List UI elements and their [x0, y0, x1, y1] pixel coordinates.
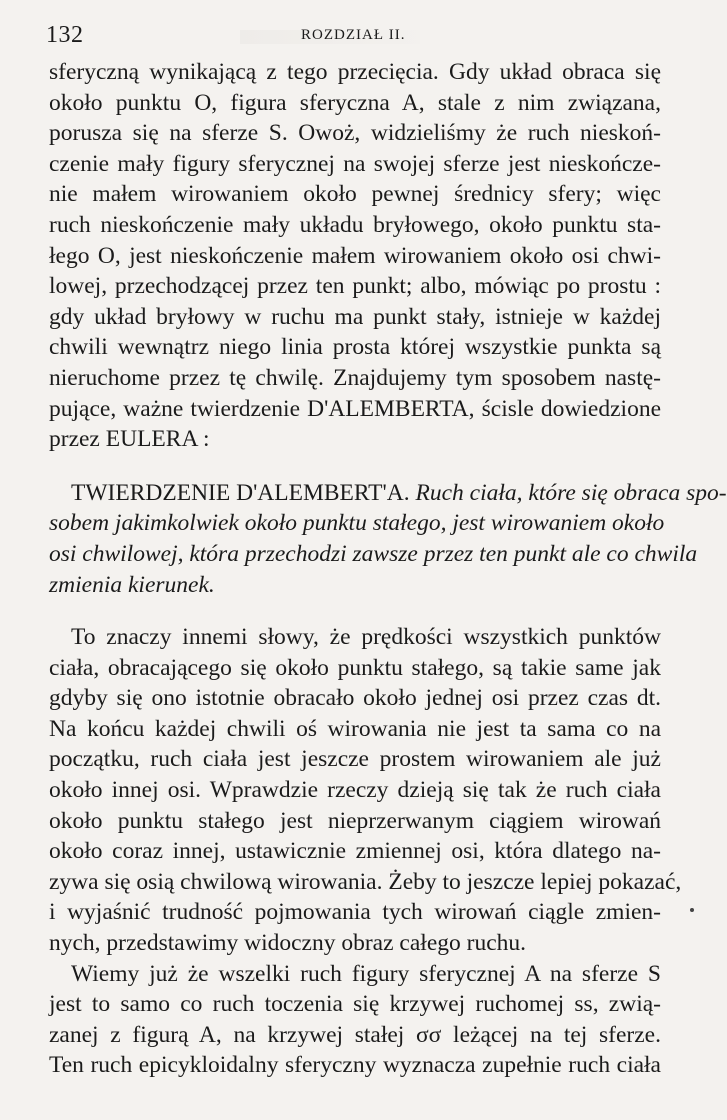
- text-line: zywa się osią chwilową wirowania. Żeby to jeszcze lepiej pokazać,: [49, 868, 682, 895]
- text-line: gdyby się ono istotnie obracało około jednej osi przez czas dt.: [49, 685, 661, 712]
- theorem-block: [49, 478, 727, 600]
- paragraph-gap: [49, 600, 661, 622]
- text-line: przez EULERA :: [49, 426, 210, 453]
- theorem-title: TWIERDZENIE D'ALEMBERT'A.: [71, 479, 410, 506]
- theorem-line: sobem jakimkolwiek około punktu stałego, jest wirowaniem około: [49, 510, 665, 537]
- text-line: około coraz innej, ustawicznie zmiennej osi, która dlatego na-: [49, 838, 661, 865]
- text-line: i wyjaśnić trudność pojmowania tych wirowań ciągle zmien-: [49, 899, 661, 926]
- text-line: łego O, jest nieskończenie małem wirowaniem około osi chwi-: [49, 242, 661, 269]
- text-line: ciała, obracającego się około punktu stałego, są takie same jak: [49, 654, 661, 681]
- page-number: 132: [46, 22, 84, 48]
- theorem-line: osi chwilowej, która przechodzi zawsze przez ten punkt ale co chwila: [49, 540, 698, 567]
- text-line: nych, przedstawimy widoczny obraz całego ruchu.: [49, 930, 526, 957]
- text-line: czenie mały figury sferycznej na swojej sferze jest nieskończe-: [49, 150, 661, 177]
- text-line: około punktu O, figura sferyczna A, stale z nim związana,: [49, 89, 661, 116]
- paragraph-3: [49, 959, 661, 1081]
- theorem-line: zmienia kierunek.: [49, 571, 215, 598]
- text-line: zanej z figurą A, na krzywej stałej σσ leżącej na tej sferze.: [49, 1021, 661, 1048]
- margin-mark: [690, 908, 694, 912]
- text-line: nieruchome przez tę chwilę. Znajdujemy tym sposobem nastę-: [49, 364, 661, 391]
- page-header: [46, 22, 666, 54]
- text-line: chwili wewnątrz niego linia prosta której wszystkie punkta są: [49, 334, 661, 361]
- text-line: gdy układ bryłowy w ruchu ma punkt stały, istnieje w każdej: [49, 303, 661, 330]
- paragraph-1: [49, 57, 661, 455]
- text-line: pujące, ważne twierdzenie D'ALEMBERTA, ścisle dowiedzione: [49, 395, 661, 422]
- body-text: [49, 57, 727, 1081]
- text-line: Na końcu każdej chwili oś wirowania nie jest ta sama co na: [49, 715, 661, 742]
- text-line: sferyczną wynikającą z tego przecięcia. Gdy układ obraca się: [49, 59, 661, 85]
- running-head: ROZDZIAŁ II.: [301, 27, 406, 43]
- text-line: nie małem wirowaniem około pewnej średnicy sfery; więc: [49, 181, 661, 208]
- text-line: ruch nieskończenie mały układu bryłowego, około punktu sta-: [49, 211, 661, 238]
- theorem-text: Ruch ciała, które się obraca spo-: [415, 479, 727, 506]
- text-line: około innej osi. Wprawdzie rzeczy dzieją się tak że ruch ciała: [49, 777, 661, 804]
- text-line: około punktu stałego jest nieprzerwanym ciągiem wirowań: [49, 807, 661, 834]
- text-line: porusza się na sferze S. Owoż, widzieliśmy że ruch nieskoń-: [49, 120, 661, 147]
- text-line: To znaczy innemi słowy, że prędkości wszystkich punktów: [71, 624, 661, 651]
- text-line: początku, ruch ciała jest jeszcze prostem wirowaniem ale już: [49, 746, 661, 773]
- theorem-first-line: [49, 478, 727, 509]
- text-line: jest to samo co ruch toczenia się krzywej ruchomej ss, zwią-: [49, 991, 661, 1018]
- text-line: Wiemy już że wszelki ruch figury sferycznej A na sferze S: [71, 960, 661, 987]
- paragraph-2: [49, 622, 682, 959]
- text-line: Ten ruch epicykloidalny sferyczny wyznacza zupełnie ruch ciała: [49, 1052, 661, 1079]
- text-line: lowej, przechodzącej przez ten punkt; albo, mówiąc po prostu :: [49, 273, 661, 300]
